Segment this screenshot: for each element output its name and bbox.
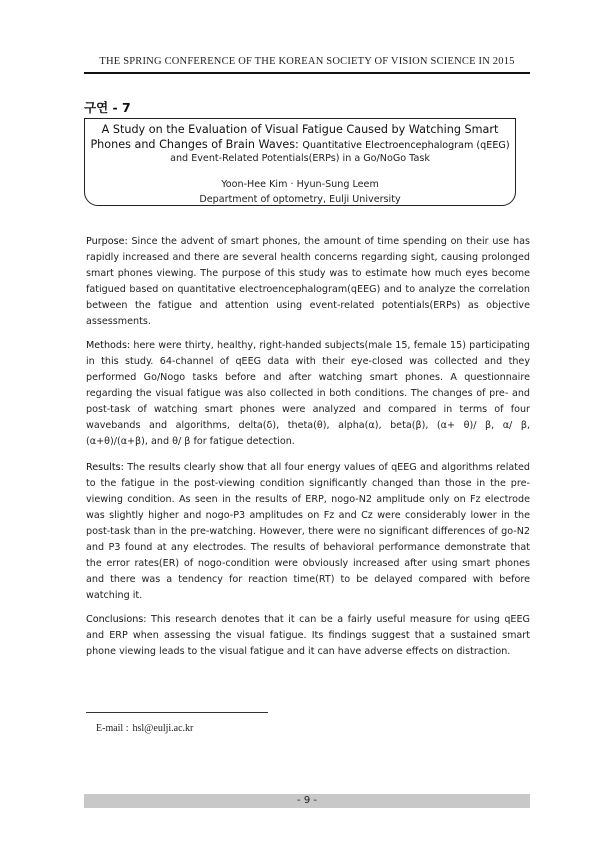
- purpose-text: Since the advent of smart phones, the amount of time spending on their use has rapidly increased and there are several health concerns regarding sight, causing prolonged smart phones viewing. The purpose of this study was to estimate how much eyes become fatigued based on quantitative electroencephalogram(qEEG) and to analyze the correlation between the fatigue and attention using event-related potentials(ERPs) as objective assessments.: [86, 236, 530, 327]
- title-line-2: [85, 138, 515, 151]
- footnote-rule: [86, 712, 268, 713]
- results-paragraph: [86, 460, 530, 604]
- methods-text: here were thirty, healthy, right-handed subjects(male 15, female 15) participating in this study. 64-channel of qEEG data with their eye-closed was collected and they performed Go/Nogo tasks before and after watching smart phones. A questionnaire regarding the visual fatigue was also collected in both conditions. The changes of pre- and post-task of watching smart phones were analyzed and compared in terms of four wavebands and algorithms, delta(δ), theta(θ), alpha(α), beta(β), (α+ θ)/ β, α/ β, (α+θ)/(α+β), and θ/ β for fatigue detection.: [86, 340, 530, 447]
- title-line-2-sub: Quantitative Electroencephalogram (qEEG): [302, 140, 510, 151]
- page-number: - 9 -: [297, 795, 317, 806]
- conference-header: THE SPRING CONFERENCE OF THE KOREAN SOCIETY OF VISION SCIENCE IN 2015: [99, 56, 515, 67]
- conclusions-label: Conclusions:: [86, 614, 147, 625]
- conclusions-text: This research denotes that it can be a fairly useful measure for using qEEG and ERP when assessing the visual fatigue. Its findings suggest that a sustained smart phone viewing leads to the visual fatigue and it can have adverse effects on distraction.: [86, 614, 530, 657]
- methods-label: Methods:: [86, 340, 131, 351]
- header-rule: [84, 72, 530, 74]
- title-box: [84, 118, 516, 206]
- conclusions-paragraph: [86, 612, 530, 660]
- purpose-paragraph: [86, 234, 530, 330]
- title-line-3: and Event-Related Potentials(ERPs) in a Go/NoGo Task: [170, 153, 430, 164]
- footnote-email: [96, 723, 193, 734]
- purpose-label: Purpose:: [86, 236, 128, 247]
- results-label: Results:: [86, 462, 124, 473]
- email-label: E-mail :: [96, 723, 129, 734]
- email-address: hsl@eulji.ac.kr: [132, 723, 194, 734]
- authors: Yoon-Hee Kim · Hyun-Sung Leem: [221, 179, 379, 190]
- results-text: The results clearly show that all four energy values of qEEG and algorithms related to the fatigue in the post-viewing condition significantly changed than those in the pre-viewing condition. As seen in the results of ERP, nogo-N2 amplitude only on Fz electrode was slightly higher and nogo-P3 amplitudes on Fz and Cz were considerably lower in the post-task than in the pre-watching. However, there were no significant differences of go-N2 and P3 found at any electrodes. The results of behavioral performance demonstrate that the error rates(ER) of nogo-condition were obviously increased after using smart phones and there was a tendency for reaction time(RT) to be delayed compared with before watching it.: [86, 462, 530, 601]
- page-number-bar: [84, 794, 530, 808]
- affiliation: Department of optometry, Eulji University: [199, 194, 401, 205]
- session-label: 구연 - 7: [84, 100, 131, 115]
- title-line-2-main: Phones and Changes of Brain Waves:: [90, 138, 303, 151]
- title-line-1: A Study on the Evaluation of Visual Fatigue Caused by Watching Smart: [101, 123, 499, 136]
- methods-paragraph: [86, 338, 530, 450]
